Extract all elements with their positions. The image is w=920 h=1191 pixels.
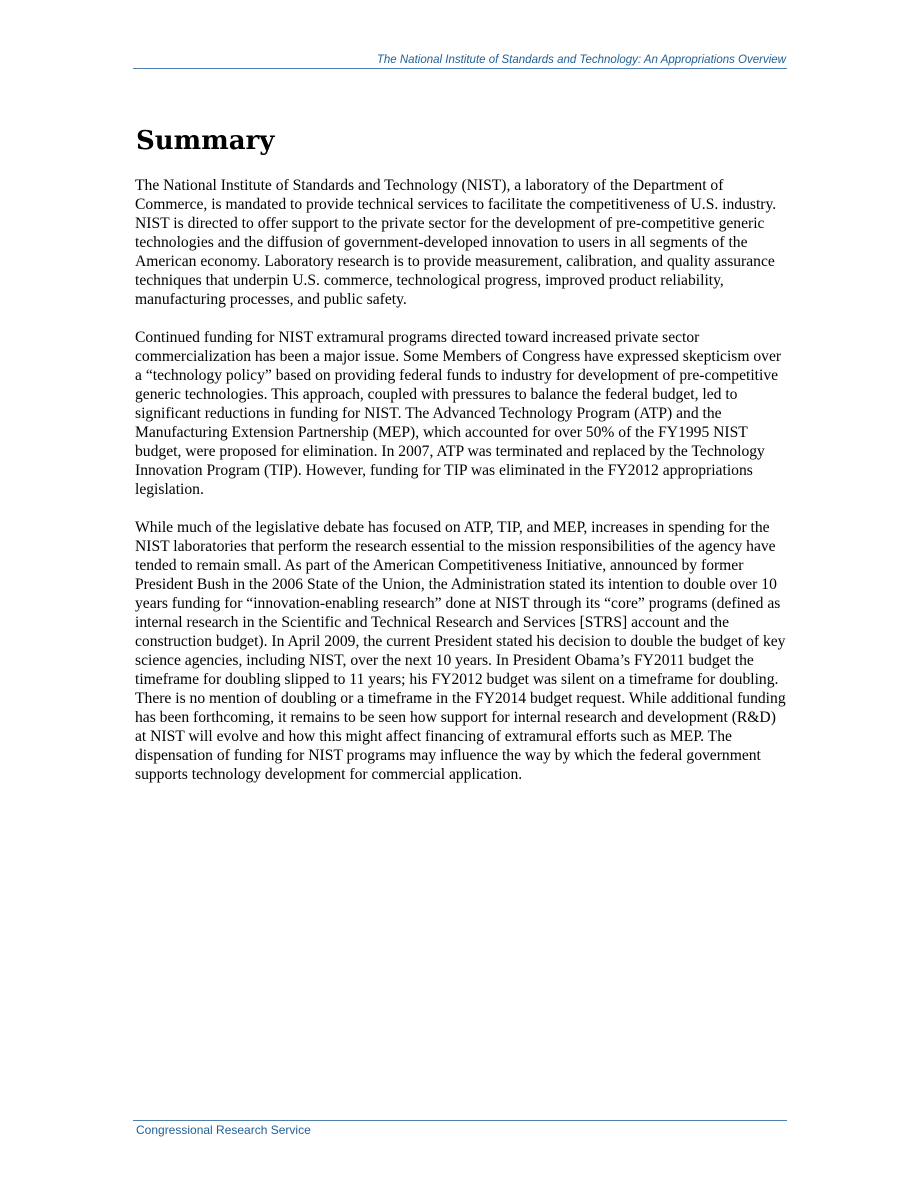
section-body (135, 176, 788, 803)
paragraph-2: Continued funding for NIST extramural programs directed toward increased private sector commercialization has been a major issue. Some Members of Congress have expressed skepticism over a “technology policy” based on providing federal funds to industry for development of pre-competitive generic technologies. This approach, coupled with pressures to balance the federal budget, led to significant reductions in funding for NIST. The Advanced Technology Program (ATP) and the Manufacturing Extension Partnership (MEP), which accounted for over 50% of the FY1995 NIST budget, were proposed for elimination. In 2007, ATP was terminated and replaced by the Technology Innovation Program (TIP). However, funding for TIP was eliminated in the FY2012 appropriations legislation. (135, 329, 782, 498)
footer-divider (133, 1120, 787, 1121)
header-divider (133, 68, 787, 69)
paragraph-1: The National Institute of Standards and Technology (NIST), a laboratory of the Department of Commerce, is mandated to provide technical services to facilitate the competitiveness of U.S. industry. NIST is directed to offer support to the private sector for the development of pre-competitive generic technologies and the diffusion of government-developed innovation to users in all segments of the American economy. Laboratory research is to provide measurement, calibration, and quality assurance techniques that underpin U.S. commerce, technological progress, improved product reliability, manufacturing processes, and public safety. (135, 177, 777, 308)
section-title: Summary (136, 126, 275, 156)
running-header: The National Institute of Standards and Technology: An Appropriations Overview (376, 54, 786, 66)
footer-publisher: Congressional Research Service (136, 1123, 311, 1137)
paragraph-3: While much of the legislative debate has focused on ATP, TIP, and MEP, increases in spending for the NIST laboratories that perform the research essential to the mission responsibilities of the agency have tended to remain small. As part of the American Competitiveness Initiative, announced by former President Bush in the 2006 State of the Union, the Administration stated its intention to double over 10 years funding for “innovation-enabling research” done at NIST through its “core” programs (defined as internal research in the Scientific and Technical Research and Services [STRS] account and the construction budget). In April 2009, the current President stated his decision to double the budget of key science agencies, including NIST, over the next 10 years. In President Obama’s FY2011 budget the timeframe for doubling slipped to 11 years; his FY2012 budget was silent on a timeframe for doubling. There is no mention of doubling or a timeframe in the FY2014 budget request. While additional funding has been forthcoming, it remains to be seen how support for internal research and development (R&D) at NIST will evolve and how this might affect financing of extramural efforts such as MEP. The dispensation of funding for NIST programs may influence the way by which the federal government supports technology development for commercial application. (135, 519, 786, 783)
